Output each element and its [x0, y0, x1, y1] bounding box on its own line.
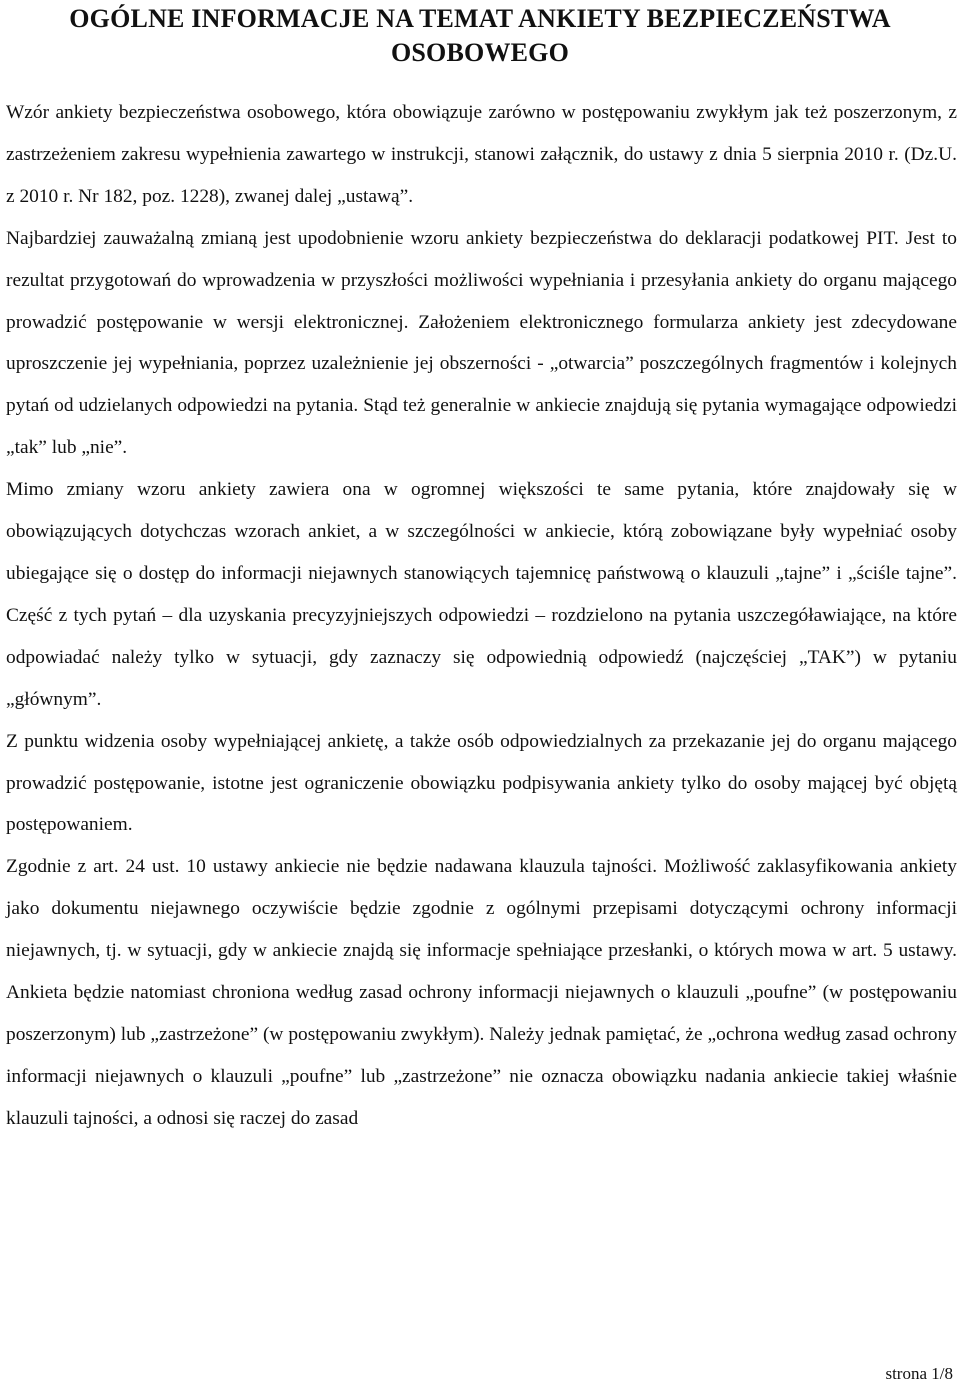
- paragraph-5: Zgodnie z art. 24 ust. 10 ustawy ankiecie nie będzie nadawana klauzula tajności. Możliwość zaklasyfikowania ankiety jako dokumentu niejawnego oczywiście będzie zgodnie z ogólnymi przepisami dotyczącymi ochrony informacji niejawnych, tj. w sytuacji, gdy w ankiecie znajdą się informacje spełniające przesłanki, o których mowa w art. 5 ustawy. Ankieta będzie natomiast chroniona według zasad ochrony informacji niejawnych o klauzuli „poufne” (w postępowaniu poszerzonym) lub „zastrzeżone” (w postępowaniu zwykłym). Należy jednak pamiętać, że „ochrona według zasad ochrony informacji niejawnych o klauzuli „poufne” lub „zastrzeżone” nie oznacza obowiązku nadania ankiecie takiej właśnie klauzuli tajności, a odnosi się raczej do zasad: [6, 856, 957, 1129]
- page-title-line-2: OSOBOWEGO: [390, 38, 570, 67]
- paragraph-1: Wzór ankiety bezpieczeństwa osobowego, która obowiązuje zarówno w postępowaniu zwykłym jak też poszerzonym, z zastrzeżeniem zakresu wypełnienia zawartego w instrukcji, stanowi załącznik, do ustawy z dnia 5 sierpnia 2010 r. (Dz.U. z 2010 r. Nr 182, poz. 1228), zwanej dalej „ustawą”.: [6, 102, 957, 207]
- paragraph-3: Mimo zmiany wzoru ankiety zawiera ona w ogromnej większości te same pytania, które znajdowały się w obowiązujących dotychczas wzorach ankiet, a w szczególności w ankiecie, którą zobowiązane były wypełniać osoby ubiegające się o dostęp do informacji niejawnych stanowiących tajemnicę państwową o klauzuli „tajne” i „ściśle tajne”. Część z tych pytań – dla uzyskania precyzyjniejszych odpowiedzi – rozdzielono na pytania uszczegóławiające, na które odpowiadać należy tylko w sytuacji, gdy zaznaczy się odpowiednią odpowiedź (najczęściej „TAK”) w pytaniu „głównym”.: [6, 479, 957, 710]
- paragraph-4: Z punktu widzenia osoby wypełniającej ankietę, a także osób odpowiedzialnych za przekazanie jej do organu mającego prowadzić postępowanie, istotne jest ograniczenie obowiązku podpisywania ankiety tylko do osoby mającej być objętą postępowaniem.: [6, 730, 957, 836]
- paragraph-2: Najbardziej zauważalną zmianą jest upodobnienie wzoru ankiety bezpieczeństwa do deklaracji podatkowej PIT. Jest to rezultat przygotowań do wprowadzenia w przyszłości możliwości wypełniania i przesyłania ankiety do organu mającego prowadzić postępowanie w wersji elektronicznej. Założeniem elektronicznego formularza ankiety jest zdecydowane uproszczenie jej wypełniania, poprzez uzależnienie jej obszerności - „otwarcia” poszczególnych fragmentów i kolejnych pytań od udzielanych odpowiedzi na pytania. Stąd też generalnie w ankiecie znajdują się pytania wymagające odpowiedzi „tak” lub „nie”.: [6, 227, 957, 459]
- document-body: [6, 92, 957, 1140]
- page-title-line-1: OGÓLNE INFORMACJE NA TEMAT ANKIETY BEZPIECZEŃSTWA: [69, 4, 891, 33]
- page-number: strona 1/8: [885, 1364, 953, 1383]
- page-title: [0, 0, 960, 70]
